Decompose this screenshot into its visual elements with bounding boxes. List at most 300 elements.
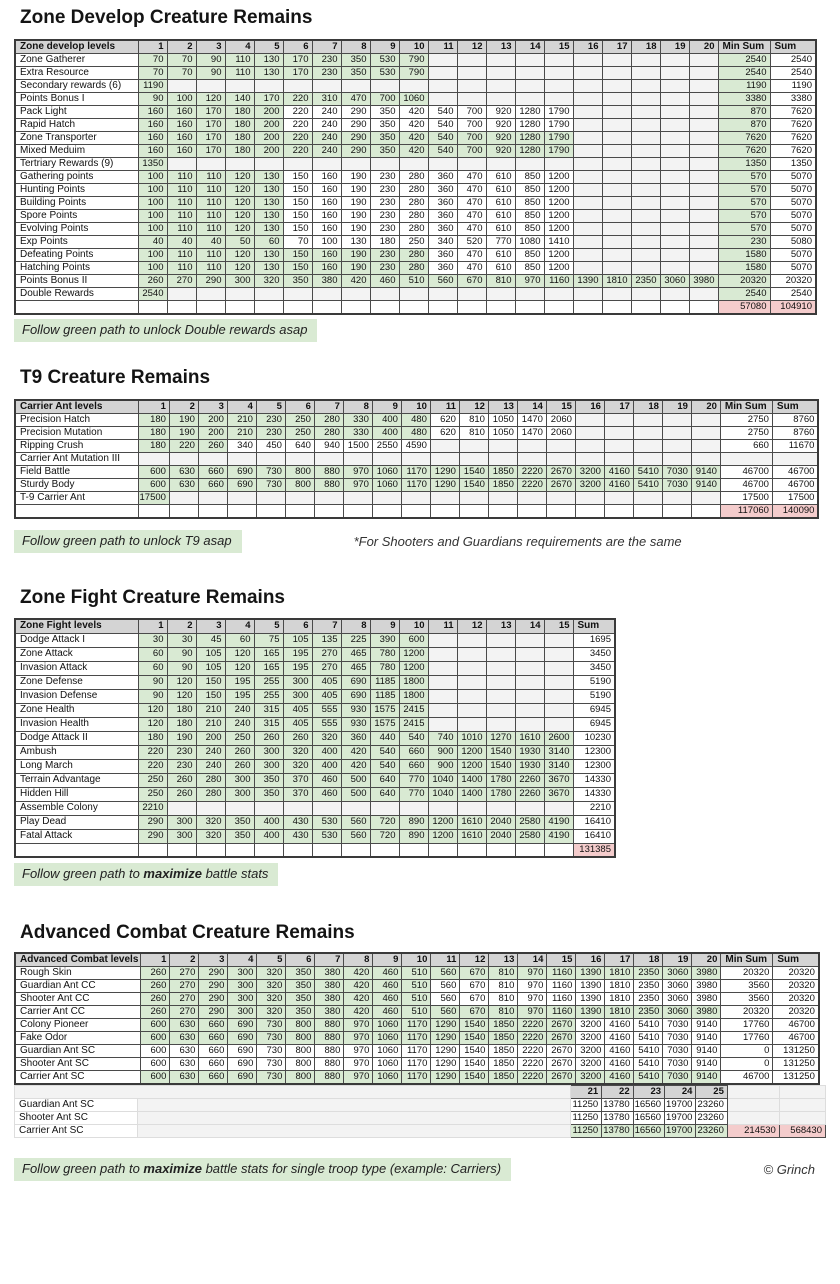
value-cell: [660, 223, 689, 236]
value-cell: 290: [341, 132, 370, 145]
value-cell: 1850: [488, 466, 517, 479]
min-sum-cell: 3560: [721, 980, 773, 993]
min-sum-cell: 3380: [718, 93, 770, 106]
value-cell: 1200: [544, 249, 573, 262]
value-cell: [602, 236, 631, 249]
value-cell: 350: [283, 275, 312, 288]
sum-cell: 46700: [772, 466, 818, 479]
value-cell: [631, 262, 660, 275]
value-cell: 1540: [486, 745, 515, 759]
min-sum-cell: 1580: [718, 249, 770, 262]
value-cell: 23260: [696, 1099, 727, 1112]
value-cell: [486, 67, 515, 80]
value-cell: 350: [286, 993, 315, 1006]
value-cell: 120: [196, 93, 225, 106]
value-cell: 1610: [457, 829, 486, 843]
value-cell: 660: [399, 745, 428, 759]
sum-cell: 8760: [772, 414, 818, 427]
value-cell: [486, 633, 515, 647]
value-cell: 3980: [692, 1006, 721, 1019]
row-label-header: Advanced Combat levels: [15, 953, 141, 967]
value-cell: 110: [196, 223, 225, 236]
value-cell: [573, 197, 602, 210]
row-label: Zone Defense: [15, 675, 138, 689]
note-bold-text: maximize: [143, 866, 202, 881]
value-cell: 470: [457, 184, 486, 197]
note-bold-text: maximize: [143, 1161, 202, 1176]
totals-spacer: [544, 301, 573, 315]
value-cell: 460: [373, 980, 402, 993]
sum-cell: 20320: [773, 980, 819, 993]
level-header: 14: [517, 400, 546, 414]
section-title: Zone Fight Creature Remains: [20, 587, 285, 608]
value-cell: 210: [196, 717, 225, 731]
value-cell: 1050: [488, 414, 517, 427]
value-cell: 3670: [544, 773, 573, 787]
table-row: [15, 1058, 819, 1071]
value-cell: 110: [196, 197, 225, 210]
value-cell: 420: [399, 119, 428, 132]
level-header: 13: [489, 953, 518, 967]
value-cell: [631, 158, 660, 171]
table-row: [15, 787, 615, 801]
value-cell: 2415: [399, 703, 428, 717]
value-cell: 100: [138, 171, 167, 184]
row-label: Mixed Meduim: [15, 145, 138, 158]
table-row: [15, 689, 615, 703]
value-cell: 970: [518, 967, 547, 980]
value-cell: 1060: [373, 1019, 402, 1032]
level-header: 8: [341, 619, 370, 633]
value-cell: [457, 80, 486, 93]
value-cell: 810: [489, 967, 518, 980]
value-cell: [285, 492, 314, 505]
value-cell: 1850: [489, 1019, 518, 1032]
value-cell: 290: [196, 275, 225, 288]
value-cell: 130: [254, 67, 283, 80]
value-cell: 7030: [663, 1032, 692, 1045]
value-cell: 430: [283, 815, 312, 829]
value-cell: 1200: [544, 223, 573, 236]
section-t9: [14, 367, 826, 553]
header-row: [15, 40, 816, 54]
value-cell: 1200: [544, 171, 573, 184]
value-cell: 470: [457, 262, 486, 275]
value-cell: 130: [254, 184, 283, 197]
value-cell: [602, 197, 631, 210]
value-cell: [689, 262, 718, 275]
value-cell: 110: [196, 210, 225, 223]
value-cell: [631, 80, 660, 93]
value-cell: [370, 80, 399, 93]
value-cell: 740: [428, 731, 457, 745]
value-cell: 380: [315, 980, 344, 993]
level-header: 15: [544, 619, 573, 633]
totals-spacer: [660, 301, 689, 315]
row-label: Carrier Ant Mutation III: [15, 453, 138, 466]
value-cell: [486, 93, 515, 106]
min-sum-cell: 570: [718, 197, 770, 210]
value-cell: 110: [196, 262, 225, 275]
value-cell: 110: [167, 262, 196, 275]
value-cell: [198, 492, 227, 505]
value-cell: [631, 210, 660, 223]
value-cell: [575, 414, 604, 427]
value-cell: [488, 453, 517, 466]
value-cell: 400: [312, 745, 341, 759]
data-table: [14, 39, 817, 315]
value-cell: 90: [138, 689, 167, 703]
value-cell: 630: [170, 1071, 199, 1085]
value-cell: 3670: [544, 787, 573, 801]
value-cell: [689, 223, 718, 236]
value-cell: [486, 689, 515, 703]
level-header: 15: [547, 953, 576, 967]
level-header: 6: [286, 953, 315, 967]
value-cell: 420: [399, 145, 428, 158]
min-sum-total: 214530: [727, 1125, 779, 1138]
value-cell: 1290: [431, 1071, 460, 1085]
value-cell: 4160: [605, 1058, 634, 1071]
value-cell: [515, 717, 544, 731]
value-cell: [689, 171, 718, 184]
value-cell: 130: [341, 236, 370, 249]
value-cell: 470: [457, 197, 486, 210]
level-header: 6: [283, 619, 312, 633]
value-cell: 1400: [457, 787, 486, 801]
value-cell: [631, 132, 660, 145]
value-cell: [428, 288, 457, 301]
sum-cell: 5070: [770, 249, 816, 262]
value-cell: [428, 717, 457, 731]
value-cell: 230: [370, 262, 399, 275]
sum-cell: 1350: [770, 158, 816, 171]
level-header: 4: [225, 40, 254, 54]
value-cell: 420: [344, 1006, 373, 1019]
value-cell: 2415: [399, 717, 428, 731]
value-cell: [689, 184, 718, 197]
value-cell: 230: [167, 745, 196, 759]
value-cell: 810: [489, 1006, 518, 1019]
value-cell: 130: [254, 249, 283, 262]
table-row: [15, 1019, 819, 1032]
value-cell: 920: [486, 106, 515, 119]
value-cell: 300: [228, 1006, 257, 1019]
value-cell: 1930: [515, 745, 544, 759]
header-row: [15, 953, 819, 967]
value-cell: 1410: [544, 236, 573, 249]
value-cell: 930: [341, 703, 370, 717]
row-label: Zone Attack: [15, 647, 138, 661]
value-cell: [254, 158, 283, 171]
value-cell: 2350: [634, 1006, 663, 1019]
value-cell: [691, 440, 720, 453]
min-sum-cell: 870: [718, 106, 770, 119]
value-cell: 270: [170, 980, 199, 993]
value-cell: 1170: [401, 466, 430, 479]
value-cell: 180: [138, 440, 169, 453]
value-cell: 300: [254, 745, 283, 759]
level-header: 3: [199, 953, 228, 967]
min-sum-cell: 7620: [718, 132, 770, 145]
value-cell: 540: [370, 745, 399, 759]
value-cell: [399, 288, 428, 301]
value-cell: 11250: [571, 1112, 602, 1125]
value-cell: [457, 801, 486, 815]
level-header: 1: [138, 400, 169, 414]
value-cell: 940: [314, 440, 343, 453]
value-cell: 670: [460, 1006, 489, 1019]
min-sum-cell: 3560: [721, 993, 773, 1006]
value-cell: [341, 158, 370, 171]
value-cell: 600: [138, 466, 169, 479]
header-row: [15, 619, 615, 633]
value-cell: 1010: [457, 731, 486, 745]
value-cell: 2210: [138, 801, 167, 815]
value-cell: 600: [141, 1058, 170, 1071]
value-cell: 270: [167, 275, 196, 288]
totals-spacer: [633, 505, 662, 519]
min-sum-cell: 660: [720, 440, 772, 453]
totals-spacer: [428, 843, 457, 857]
table-row: [15, 633, 615, 647]
value-cell: 260: [141, 1006, 170, 1019]
value-cell: 9140: [691, 479, 720, 492]
value-cell: 110: [225, 54, 254, 67]
value-cell: 230: [370, 171, 399, 184]
value-cell: [370, 801, 399, 815]
value-cell: 5410: [634, 1032, 663, 1045]
value-cell: 3200: [576, 1045, 605, 1058]
level-header: 18: [631, 40, 660, 54]
value-cell: 610: [486, 184, 515, 197]
value-cell: 2670: [547, 1019, 576, 1032]
value-cell: 315: [254, 717, 283, 731]
value-cell: 540: [428, 106, 457, 119]
value-cell: [486, 158, 515, 171]
value-cell: [604, 414, 633, 427]
min-sum-cell: 2750: [720, 414, 772, 427]
value-cell: [544, 633, 573, 647]
sum-cell: 16410: [573, 815, 615, 829]
value-cell: 610: [486, 223, 515, 236]
totals-spacer: [314, 505, 343, 519]
value-cell: 1270: [486, 731, 515, 745]
value-cell: 360: [428, 184, 457, 197]
level-header: 5: [254, 40, 283, 54]
value-cell: 120: [225, 262, 254, 275]
value-cell: 470: [341, 93, 370, 106]
value-cell: 1290: [430, 479, 459, 492]
value-cell: 1540: [460, 1071, 489, 1085]
value-cell: 280: [314, 414, 343, 427]
value-cell: 1790: [544, 145, 573, 158]
totals-spacer: [691, 505, 720, 519]
table-row: [15, 661, 615, 675]
value-cell: 200: [254, 106, 283, 119]
value-cell: 600: [138, 479, 169, 492]
level-header: 19: [660, 40, 689, 54]
value-cell: 2060: [546, 427, 575, 440]
value-cell: 630: [170, 1045, 199, 1058]
value-cell: 1470: [517, 427, 546, 440]
value-cell: [660, 67, 689, 80]
value-cell: [544, 54, 573, 67]
value-cell: 730: [257, 1058, 286, 1071]
value-cell: 510: [399, 275, 428, 288]
value-cell: [544, 717, 573, 731]
value-cell: 660: [199, 1071, 228, 1085]
sum-cell: [772, 453, 818, 466]
table-row: [15, 288, 816, 301]
value-cell: 195: [283, 647, 312, 661]
min-sum-cell: 870: [718, 119, 770, 132]
value-cell: [660, 249, 689, 262]
value-cell: 420: [344, 993, 373, 1006]
value-cell: 30: [138, 633, 167, 647]
value-cell: 110: [167, 171, 196, 184]
value-cell: 1500: [343, 440, 372, 453]
value-cell: [602, 80, 631, 93]
value-cell: 250: [399, 236, 428, 249]
spacer-cell: [779, 1099, 825, 1112]
value-cell: 360: [428, 262, 457, 275]
value-cell: [486, 288, 515, 301]
value-cell: 510: [402, 1006, 431, 1019]
totals-spacer: [283, 301, 312, 315]
value-cell: [604, 427, 633, 440]
value-cell: 660: [198, 479, 227, 492]
totals-spacer: [370, 843, 399, 857]
value-cell: 380: [315, 993, 344, 1006]
value-cell: 3200: [575, 466, 604, 479]
value-cell: 405: [312, 675, 341, 689]
value-cell: 350: [254, 773, 283, 787]
value-cell: [372, 492, 401, 505]
value-cell: 1470: [517, 414, 546, 427]
min-sum-cell: 570: [718, 171, 770, 184]
value-cell: 540: [428, 145, 457, 158]
value-cell: [486, 801, 515, 815]
value-cell: [515, 80, 544, 93]
value-cell: [660, 184, 689, 197]
value-cell: 90: [138, 675, 167, 689]
value-cell: 2670: [547, 1058, 576, 1071]
sum-cell: 20320: [773, 993, 819, 1006]
value-cell: 405: [283, 703, 312, 717]
value-cell: [660, 197, 689, 210]
value-cell: [689, 236, 718, 249]
totals-spacer: [169, 505, 198, 519]
value-cell: 690: [228, 1032, 257, 1045]
value-cell: [196, 801, 225, 815]
table-row: [15, 1045, 819, 1058]
value-cell: 730: [257, 1032, 286, 1045]
value-cell: 3980: [692, 993, 721, 1006]
sum-cell: 131250: [773, 1045, 819, 1058]
value-cell: 100: [138, 197, 167, 210]
value-cell: [544, 801, 573, 815]
totals-spacer: [457, 843, 486, 857]
table-row: [15, 453, 818, 466]
value-cell: [254, 801, 283, 815]
value-cell: 9140: [692, 1045, 721, 1058]
value-cell: 730: [257, 1019, 286, 1032]
value-cell: 60: [138, 647, 167, 661]
value-cell: 1390: [576, 993, 605, 1006]
value-cell: [370, 288, 399, 301]
level-header: 2: [170, 953, 199, 967]
table-row: [15, 1071, 819, 1085]
level-header: 18: [633, 400, 662, 414]
value-cell: [225, 801, 254, 815]
value-cell: [515, 703, 544, 717]
value-cell: [312, 288, 341, 301]
value-cell: 260: [141, 967, 170, 980]
value-cell: 240: [312, 132, 341, 145]
table-row: [15, 119, 816, 132]
value-cell: 1290: [430, 466, 459, 479]
totals-spacer: [544, 843, 573, 857]
value-cell: 90: [167, 661, 196, 675]
value-cell: 3980: [692, 980, 721, 993]
value-cell: 1060: [372, 479, 401, 492]
min-sum-cell: 1190: [718, 80, 770, 93]
value-cell: 2540: [138, 288, 167, 301]
table-row: [15, 210, 816, 223]
value-cell: 16560: [633, 1112, 664, 1125]
value-cell: 880: [314, 466, 343, 479]
value-cell: 810: [489, 993, 518, 1006]
value-cell: 240: [225, 717, 254, 731]
row-label: Rapid Hatch: [15, 119, 138, 132]
value-cell: 640: [285, 440, 314, 453]
value-cell: 160: [312, 262, 341, 275]
totals-spacer: [138, 301, 167, 315]
table-row: [15, 132, 816, 145]
value-cell: 670: [460, 967, 489, 980]
sum-cell: 14330: [573, 773, 615, 787]
row-label: Guardian Ant SC: [15, 1045, 141, 1058]
level-header: 19: [662, 400, 691, 414]
note-row: [14, 530, 826, 553]
note-advanced-combat: [14, 1158, 511, 1181]
level-header: 3: [196, 619, 225, 633]
table-row: [15, 647, 615, 661]
value-cell: 900: [428, 745, 457, 759]
table-row: [15, 1006, 819, 1019]
value-cell: 13780: [602, 1112, 633, 1125]
level-header: 8: [343, 400, 372, 414]
value-cell: 600: [399, 633, 428, 647]
value-cell: 220: [169, 440, 198, 453]
row-label: Gathering points: [15, 171, 138, 184]
value-cell: [662, 414, 691, 427]
totals-row: [15, 505, 818, 519]
row-label: Fake Odor: [15, 1032, 141, 1045]
value-cell: 460: [373, 993, 402, 1006]
value-cell: 220: [283, 145, 312, 158]
value-cell: 290: [199, 980, 228, 993]
value-cell: 1190: [138, 80, 167, 93]
value-cell: [573, 223, 602, 236]
table-row: [15, 262, 816, 275]
value-cell: [602, 223, 631, 236]
value-cell: 160: [312, 197, 341, 210]
value-cell: 110: [225, 67, 254, 80]
sum-cell: 12300: [573, 745, 615, 759]
value-cell: 5410: [634, 1071, 663, 1085]
